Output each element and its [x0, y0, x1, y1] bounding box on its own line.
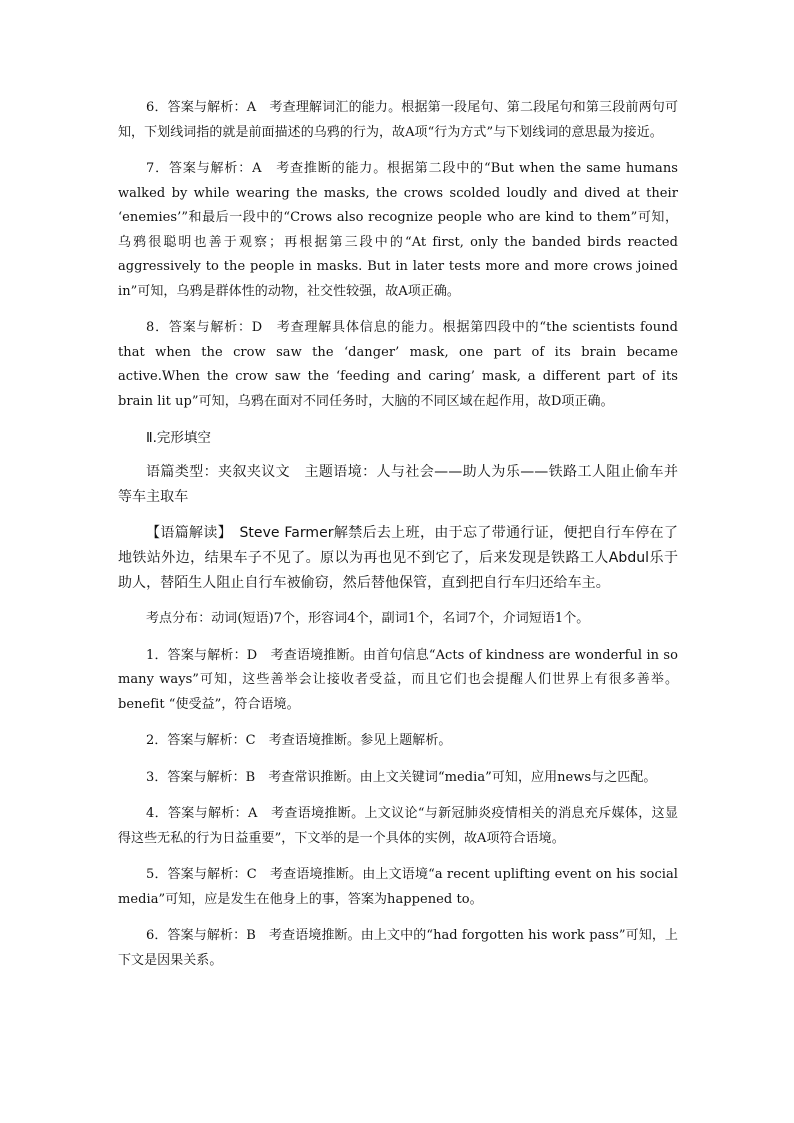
- cloze-answer-1: 1．答案与解析：D 考查语境推断。由首句信息“Acts of kindness are wonderful in so many ways”可知，这些善举会让接收者受益，而且它们也会提醒人们世界上有很多善举。benefit “使受益”，符合语境。: [118, 647, 678, 712]
- answer-item-8: 8．答案与解析：D 考查理解具体信息的能力。根据第四段中的“the scientists found that when the crow saw the ‘danger’ mask, one part of its brain became active.When the crow saw the ‘feeding and caring’ mask, a different part of its brain lit up”可知，乌鸦在面对不同任务时，大脑的不同区域在起作用，故D项正确。: [118, 320, 678, 409]
- passage-type: 语篇类型：夹叙夹议文 主题语境：人与社会——助人为乐——铁路工人阻止偷车并等车主取车: [118, 464, 678, 505]
- answer-item-7: 7．答案与解析：A 考查推断的能力。根据第二段中的“But when the same humans walked by while wearing the masks, the crows scolded loudly and dived at their ‘enemies’”和最后一段中的“Crows also recognize people who are kind to them”可知，乌鸦很聪明也善于观察；再根据第三段中的“At first, only the banded birds reacted aggressively to the people in masks. But in later tests more and more crows joined in”可知，乌鸦是群体性的动物，社交性较强，故A项正确。: [118, 161, 678, 299]
- answer-item-6: 6．答案与解析：A 考查理解词汇的能力。根据第一段尾句、第二段尾句和第三段前两句可知，下划线词指的就是前面描述的乌鸦的行为，故A项“行为方式”与下划线词的意思最为接近。: [118, 100, 678, 140]
- section-heading-cloze: Ⅱ.完形填空: [146, 430, 211, 446]
- point-distribution: 考点分布：动词(短语)7个，形容词4个，副词1个，名词7个，介词短语1个。: [146, 611, 590, 626]
- cloze-answer-5: 5．答案与解析：C 考查语境推断。由上文语境“a recent uplifting event on his social media”可知，应是发生在他身上的事，答案为happened to。: [118, 867, 678, 907]
- cloze-answer-4: 4．答案与解析：A 考查语境推断。上文议论“与新冠肺炎疫情相关的消息充斥媒体，这显得这些无私的行为日益重要”，下文举的是一个具体的实例，故A项符合语境。: [118, 806, 678, 846]
- cloze-answer-6: 6．答案与解析：B 考查语境推断。由上文中的“had forgotten his work pass”可知，上下文是因果关系。: [118, 928, 678, 968]
- document-page: [118, 96, 678, 985]
- cloze-answer-3: 3．答案与解析：B 考查常识推断。由上文关键词“media”可知，应用news与之匹配。: [146, 769, 657, 785]
- cloze-answer-2: 2．答案与解析：C 考查语境推断。参见上题解析。: [146, 733, 452, 748]
- passage-reading: 【语篇解读】 Steve Farmer解禁后去上班，由于忘了带通行证，便把自行车停在了地铁站外边，结果车子不见了。原以为再也见不到它了，后来发现是铁路工人Abdul乐于助人，替陌生人阻止自行车被偷窃，然后替他保管，直到把自行车归还给车主。: [118, 525, 678, 591]
